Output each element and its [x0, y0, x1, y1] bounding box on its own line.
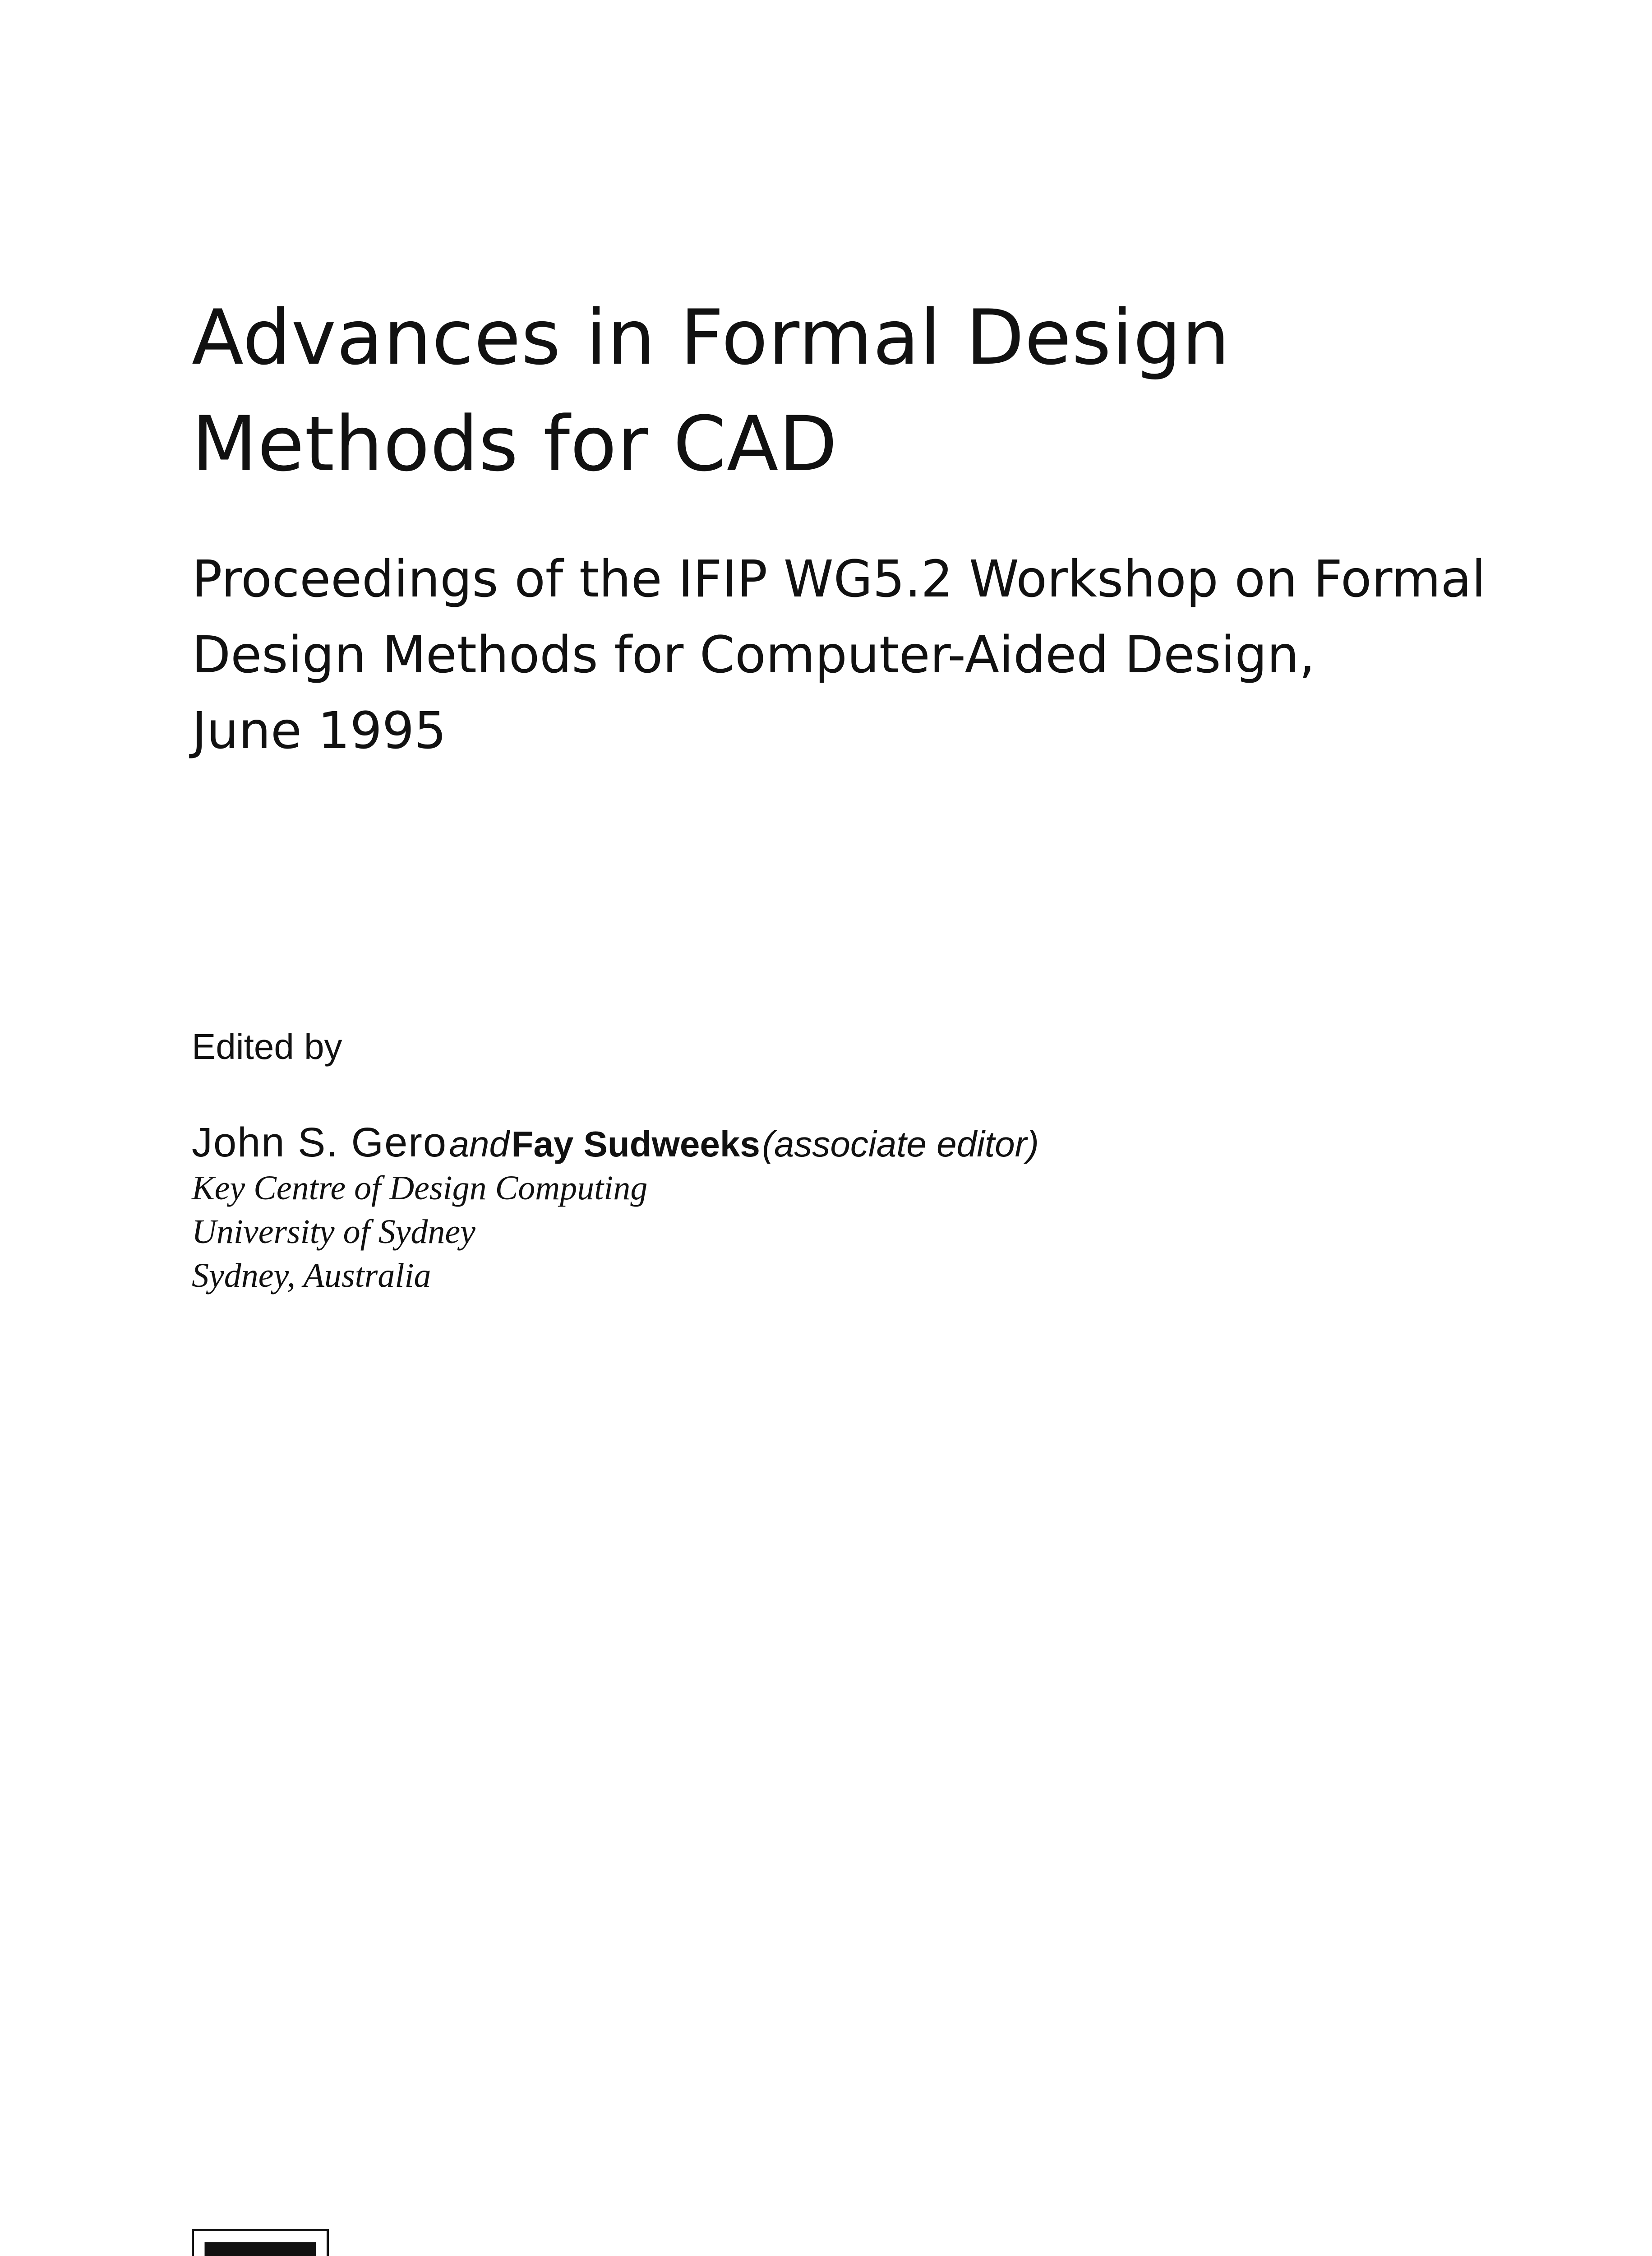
affiliation-line-1: Key Centre of Design Computing [192, 1169, 648, 1207]
book-title-line-2: Methods for CAD [192, 400, 838, 488]
book-subtitle-line-2: Design Methods for Computer-Aided Design, [192, 626, 1315, 684]
associate-editor-name: Fay Sudweeks [511, 1124, 760, 1164]
book-title-line-1: Advances in Formal Design [192, 293, 1230, 382]
editor-conjunction: and [449, 1124, 510, 1164]
publisher-logo-icon [192, 2229, 329, 2256]
associate-editor-role: (associate editor) [762, 1124, 1039, 1164]
book-subtitle-line-1: Proceedings of the IFIP WG5.2 Workshop on Formal [192, 550, 1486, 609]
affiliation-line-3: Sydney, Australia [192, 1257, 431, 1294]
editors-line [192, 1119, 1039, 1166]
affiliation [192, 1166, 647, 1298]
book-subtitle [192, 541, 1590, 769]
book-title [192, 284, 1545, 497]
edited-by-label: Edited by [192, 1026, 342, 1067]
book-subtitle-line-3: June 1995 [192, 702, 447, 760]
main-editor-name: John S. Gero [192, 1119, 448, 1165]
affiliation-line-2: University of Sydney [192, 1213, 475, 1251]
